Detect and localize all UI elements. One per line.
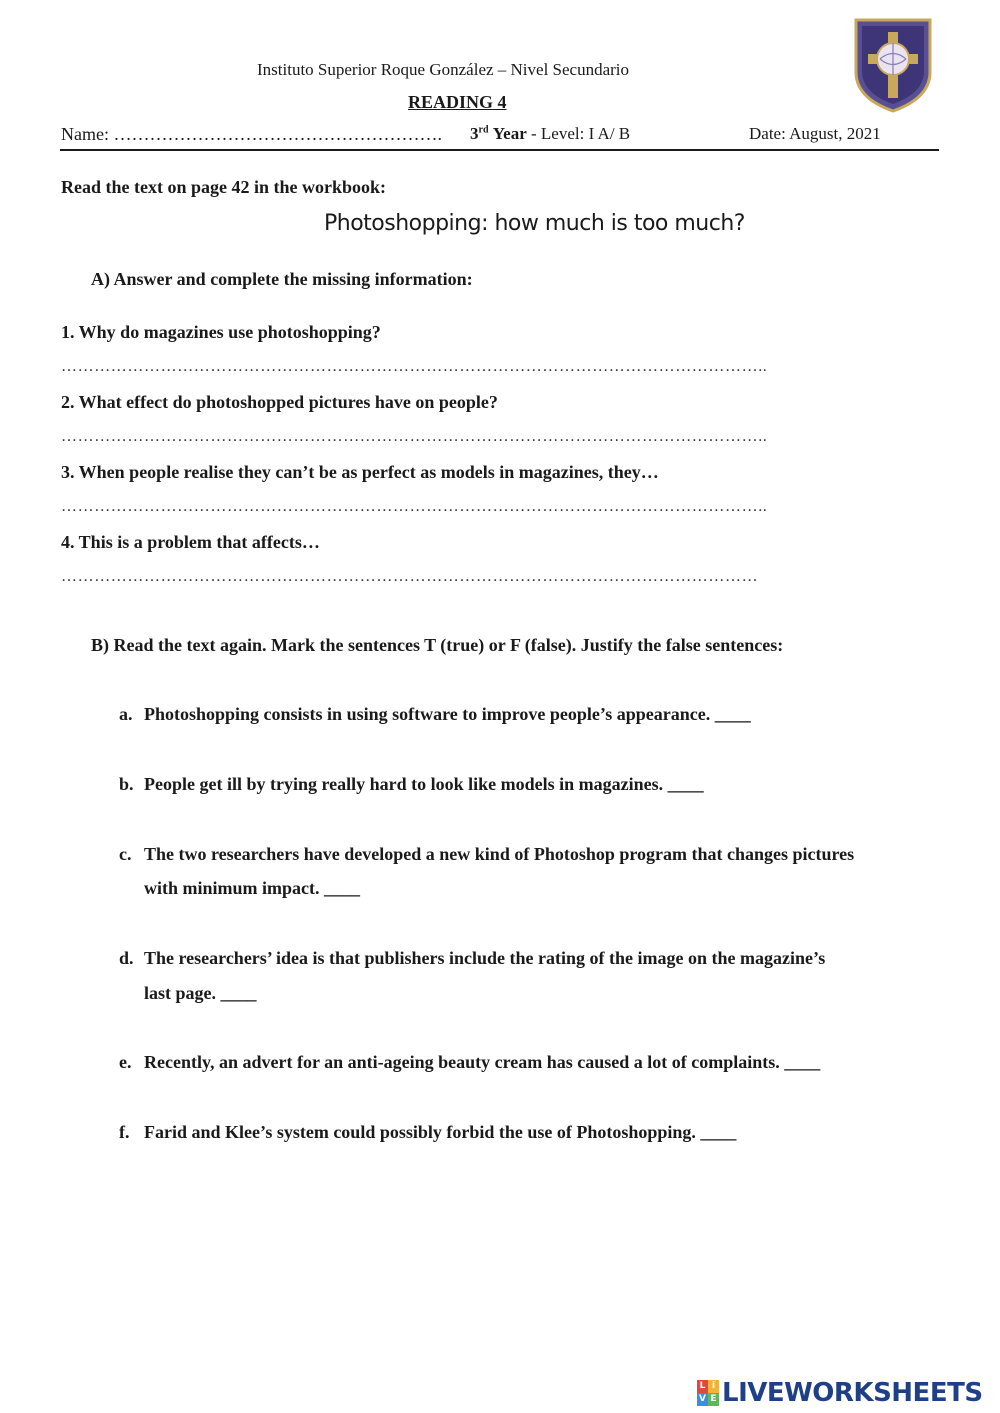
year-level — [470, 124, 630, 144]
statement-label: a. — [119, 704, 133, 724]
year-suffix: rd — [478, 124, 489, 136]
statement-label: d. — [119, 948, 134, 968]
statement-label: c. — [119, 844, 132, 864]
statement-d-continued: last page. ____ — [144, 983, 257, 1003]
date-label: Date: August, 2021 — [749, 124, 881, 143]
question-2: 2. What effect do photoshopped pictures have on people? — [61, 392, 498, 412]
statement-text: The two researchers have developed a new kind of Photoshop program that changes pictures — [144, 844, 855, 864]
statement-text: Recently, an advert for an anti-ageing beauty cream has caused a lot of complaints. ____ — [144, 1052, 821, 1072]
statement-e — [119, 1052, 820, 1073]
name-label: Name: ………………………………………………. — [61, 124, 442, 144]
answer-line-4[interactable]: ……………………………………………………………………………………………………………… — [61, 568, 759, 585]
statement-text: Photoshopping consists in using software to improve people’s appearance. ____ — [144, 704, 751, 724]
question-1: 1. Why do magazines use photoshopping? — [61, 322, 381, 342]
liveworksheets-logo — [697, 1378, 983, 1408]
logo-letter: i — [708, 1380, 719, 1393]
section-a-title: A) Answer and complete the missing information: — [91, 269, 473, 289]
statement-text: Farid and Klee’s system could possibly forbid the use of Photoshopping. ____ — [144, 1122, 737, 1142]
question-4: 4. This is a problem that affects… — [61, 532, 320, 552]
statement-c — [119, 844, 854, 865]
logo-letter: L — [697, 1380, 708, 1393]
statement-text: The researchers’ idea is that publishers include the rating of the image on the magazine’s — [144, 948, 826, 968]
year-word: Year — [492, 124, 527, 143]
statement-f — [119, 1122, 736, 1143]
logo-letter: V — [697, 1393, 708, 1406]
text-title: Photoshopping: how much is too much? — [324, 211, 745, 236]
statement-a — [119, 704, 751, 725]
section-b-title: B) Read the text again. Mark the sentences T (true) or F (false). Justify the false sentences: — [91, 635, 784, 655]
logo-letter: E — [708, 1393, 719, 1406]
statement-text: People get ill by trying really hard to look like models in magazines. ____ — [144, 774, 704, 794]
answer-line-2[interactable]: ……………………………………………………………………………………………………………….. — [61, 428, 768, 445]
header-divider — [60, 149, 939, 151]
statement-c-continued: with minimum impact. ____ — [144, 878, 360, 898]
liveworksheets-icon — [697, 1380, 719, 1406]
statement-b — [119, 774, 704, 795]
statement-label: b. — [119, 774, 134, 794]
statement-label: e. — [119, 1052, 132, 1072]
level-text: - Level: I A/ B — [526, 124, 631, 143]
statement-d — [119, 948, 825, 969]
school-name: Instituto Superior Roque González – Nivel Secundario — [257, 60, 630, 79]
answer-line-1[interactable]: ……………………………………………………………………………………………………………….. — [61, 358, 768, 375]
worksheet-title: READING 4 — [408, 92, 507, 112]
question-3: 3. When people realise they can’t be as perfect as models in magazines, they… — [61, 462, 659, 482]
school-crest-icon — [852, 14, 934, 114]
answer-line-3[interactable]: ……………………………………………………………………………………………………………….. — [61, 498, 768, 515]
year-ordinal: 3 — [470, 124, 479, 143]
brand-name: LIVEWORKSHEETS — [722, 1378, 983, 1408]
statement-label: f. — [119, 1122, 130, 1142]
instructions: Read the text on page 42 in the workbook: — [61, 177, 387, 197]
